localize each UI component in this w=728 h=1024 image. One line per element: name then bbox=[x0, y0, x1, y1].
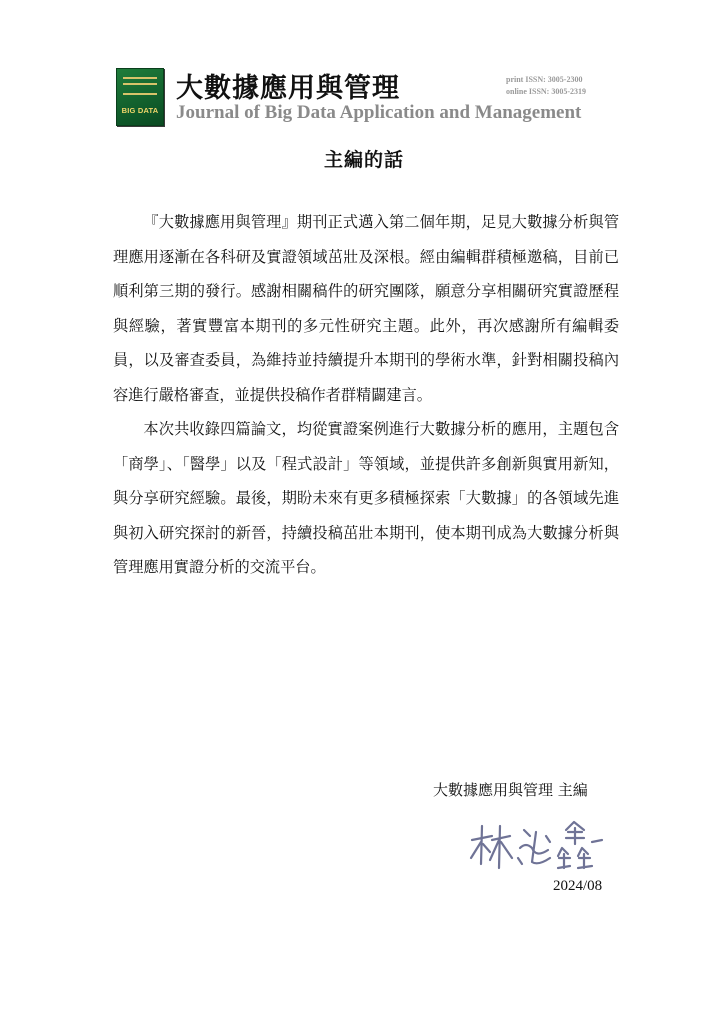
online-issn: online ISSN: 3005-2319 bbox=[506, 87, 587, 96]
big-data-logo bbox=[116, 68, 164, 126]
page-title: 主編的話 bbox=[323, 149, 404, 171]
journal-title-chinese: 大數據應用與管理 bbox=[176, 73, 400, 104]
journal-title-english: Journal of Big Data Application and Management bbox=[176, 102, 582, 123]
signer-role: 大數據應用與管理 主編 bbox=[433, 781, 588, 799]
issn-block bbox=[506, 74, 586, 98]
editorial-body bbox=[113, 205, 619, 585]
paragraph-2: 本次共收錄四篇論文，均從實證案例進行大數據分析的應用，主題包含「商學」、「醫學」以及「程式設計」等領域，並提供許多創新與實用新知，與分享研究經驗。最後，期盼未來有更多積極探索「大數據」的各領域先進與初入研究探討的新晉，持續投稿茁壯本期刊，使本期刊成為大數據分析與管理應用實證分析的交流平台。 bbox=[113, 420, 619, 576]
handwritten-signature bbox=[466, 818, 606, 878]
issue-date: 2024/08 bbox=[553, 878, 603, 894]
print-issn: print ISSN: 3005-2300 bbox=[506, 75, 583, 84]
journal-header bbox=[116, 66, 616, 128]
logo-stripes bbox=[123, 77, 157, 95]
paragraph-1: 『大數據應用與管理』期刊正式邁入第二個年期，足見大數據分析與管理應用逐漸在各科研及實證領域茁壯及深根。經由編輯群積極邀稿，目前已順利第三期的發行。感謝相關稿件的研究團隊，願意分享相關研究實證歷程與經驗，著實豐富本期刊的多元性研究主題。此外，再次感謝所有編輯委員，以及審查委員，為維持並持續提升本期刊的學術水準，針對相關投稿內容進行嚴格審查，並提供投稿作者群精闢建言。 bbox=[113, 213, 619, 404]
logo-label: BIG DATA bbox=[121, 106, 159, 115]
